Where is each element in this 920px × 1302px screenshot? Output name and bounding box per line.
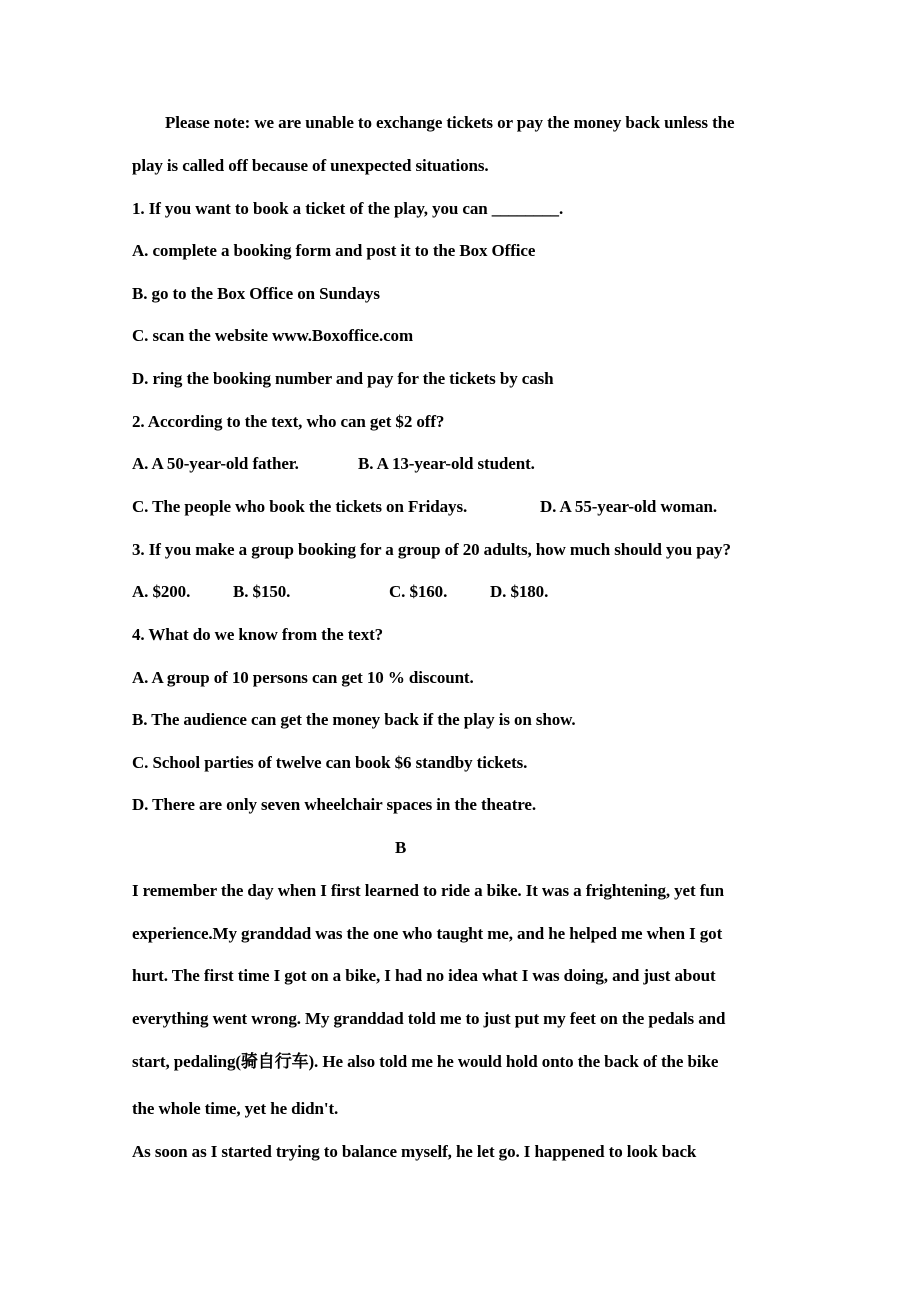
question-4-option-b: B. The audience can get the money back if the play is on show.: [132, 710, 576, 729]
passage-b-line-1: I remember the day when I first learned to ride a bike. It was a frightening, yet fun: [132, 881, 724, 900]
passage-b-line-5: start, pedaling(骑自行车). He also told me he would hold onto the back of the bike: [132, 1052, 719, 1071]
question-1-option-b: B. go to the Box Office on Sundays: [132, 284, 380, 303]
note-line-1: Please note: we are unable to exchange tickets or pay the money back unless the: [165, 113, 735, 132]
question-4-option-c: C. School parties of twelve can book $6 standby tickets.: [132, 753, 528, 772]
question-2-options-row-2: [132, 497, 832, 517]
passage-b-line-3: hurt. The first time I got on a bike, I had no idea what I was doing, and just about: [132, 966, 716, 985]
question-2-stem: 2. According to the text, who can get $2 off?: [132, 412, 445, 431]
question-2-option-d: D. A 55-year-old woman.: [540, 497, 717, 516]
passage-b-line-4: everything went wrong. My granddad told me to just put my feet on the pedals and: [132, 1009, 726, 1028]
question-2-option-b: B. A 13-year-old student.: [358, 454, 535, 473]
question-3-stem: 3. If you make a group booking for a group of 20 adults, how much should you pay?: [132, 540, 731, 559]
question-3-options-row: [132, 582, 832, 602]
note-line-2: play is called off because of unexpected situations.: [132, 156, 489, 175]
question-3-option-a: A. $200.: [132, 582, 191, 601]
section-b-heading: B: [395, 838, 407, 857]
question-4-stem: 4. What do we know from the text?: [132, 625, 384, 644]
question-2-option-c: C. The people who book the tickets on Fridays.: [132, 497, 468, 516]
question-1-option-c: C. scan the website www.Boxoffice.com: [132, 326, 414, 345]
question-4-option-d: D. There are only seven wheelchair spaces in the theatre.: [132, 795, 536, 814]
question-4-option-a: A. A group of 10 persons can get 10 % discount.: [132, 668, 474, 687]
question-3-option-d: D. $180.: [490, 582, 549, 601]
passage-b-line-7: As soon as I started trying to balance myself, he let go. I happened to look back: [132, 1142, 697, 1161]
question-3-option-b: B. $150.: [233, 582, 291, 601]
question-1-option-d: D. ring the booking number and pay for the tickets by cash: [132, 369, 554, 388]
question-1-stem: 1. If you want to book a ticket of the play, you can ________.: [132, 199, 564, 218]
passage-b-line-2: experience.My granddad was the one who taught me, and he helped me when I got: [132, 924, 723, 943]
passage-b-line-6: the whole time, yet he didn't.: [132, 1099, 339, 1118]
question-2-options-row-1: [132, 454, 832, 474]
question-1-option-a: A. complete a booking form and post it to the Box Office: [132, 241, 536, 260]
question-2-option-a: A. A 50-year-old father.: [132, 454, 299, 473]
question-3-option-c: C. $160.: [389, 582, 448, 601]
